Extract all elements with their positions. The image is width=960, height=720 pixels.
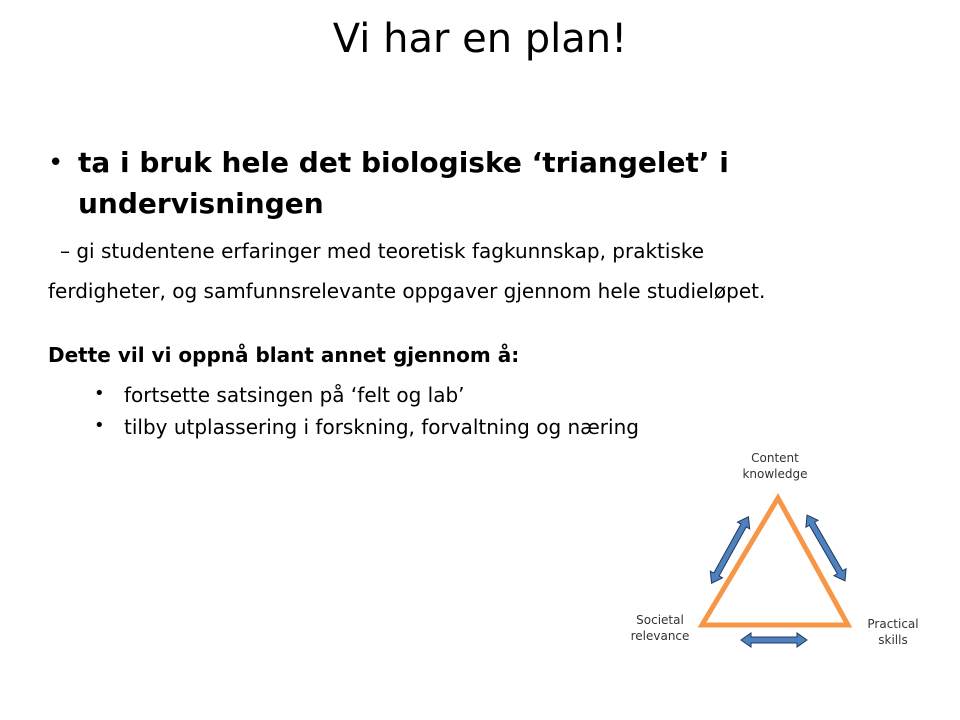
double-arrow-icon: [801, 512, 851, 585]
node-label-line: Content: [751, 451, 799, 465]
node-label-line: Societal: [636, 613, 684, 627]
node-label-line: Practical: [867, 617, 919, 631]
bullet-dot-icon: •: [48, 148, 64, 178]
bullet-dot-icon: •: [94, 415, 105, 436]
double-arrow-icon: [741, 633, 807, 647]
sub-line-1: – gi studentene erfaringer med teoretisk fagkunnskap, praktiske: [60, 239, 705, 263]
list-item-text: tilby utplassering i forskning, forvaltning og næring: [124, 415, 639, 439]
list-item-text: fortsette satsingen på ‘felt og lab’: [124, 383, 465, 407]
slide-title: Vi har en plan!: [332, 16, 628, 62]
triangle-diagram: [610, 440, 940, 670]
node-label-line: knowledge: [742, 467, 808, 481]
node-label-line: skills: [878, 633, 908, 647]
triangle-svg: [610, 440, 940, 670]
node-label-line: relevance: [630, 629, 690, 643]
main-bullet-text: ta i bruk hele det biologiske ‘triangelet’ i undervisningen: [78, 146, 729, 220]
bullet-dot-icon: •: [94, 383, 105, 404]
sub-line-2: ferdigheter, og samfunnsrelevante oppgaver gjennom hele studieløpet.: [48, 279, 766, 303]
goal-heading: Dette vil vi oppnå blant annet gjennom å:: [48, 343, 520, 367]
